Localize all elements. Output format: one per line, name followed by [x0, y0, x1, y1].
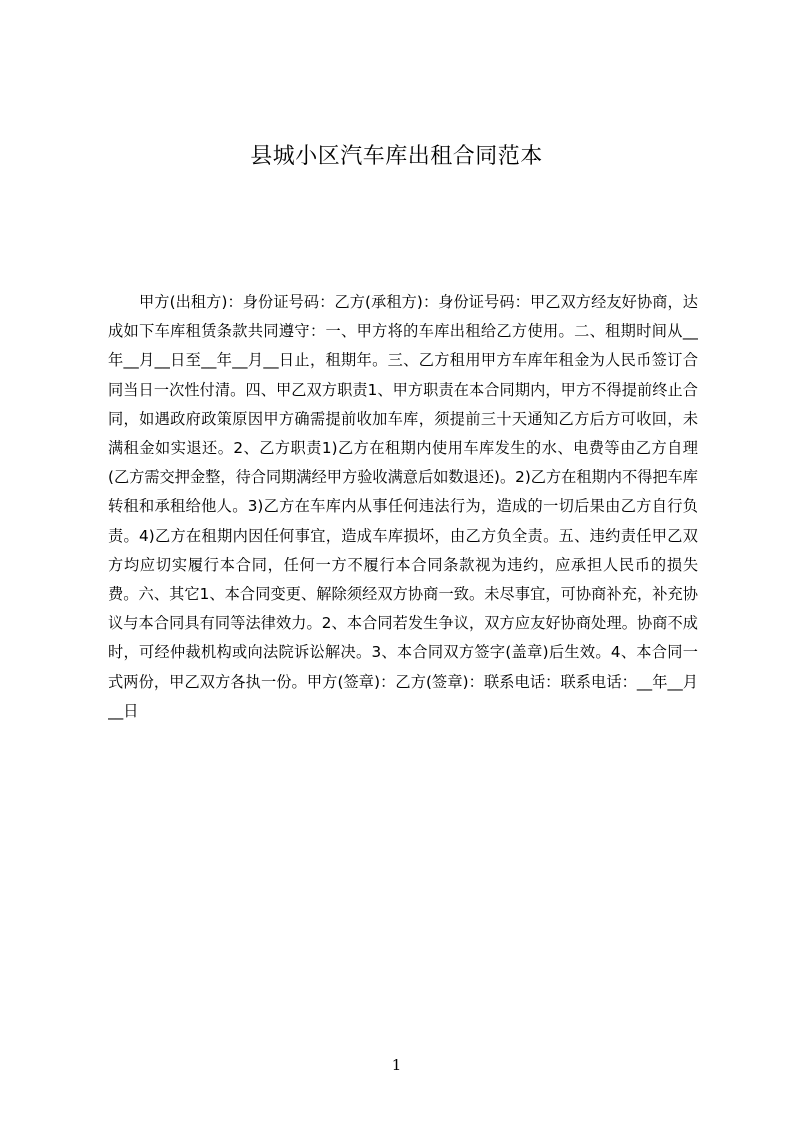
- document-title: 县城小区汽车库出租合同范本: [250, 144, 543, 169]
- page-number: 1: [391, 1056, 402, 1074]
- contract-body: 甲方(出租方)：身份证号码：乙方(承租方)：身份证号码：甲乙双方经友好协商，达成如下车库租赁条款共同遵守：一、甲方将的车库出租给乙方使用。二、租期时间从__年__月__日至__年__月__日止，租期年。三、乙方租用甲方车库年租金为人民币签订合同当日一次性付清。四、甲乙双方职责1、甲方职责在本合同期内，甲方不得提前终止合同，如遇政府政策原因甲方确需提前收加车库，须提前三十天通知乙方后方可收回，未满租金如实退还。2、乙方职责1)乙方在租期内使用车库发生的水、电费等由乙方自理(乙方需交押金整，待合同期满经甲方验收满意后如数退还)。2)乙方在租期内不得把车库转租和承租给他人。3)乙方在车库内从事任何违法行为，造成的一切后果由乙方自行负责。4)乙方在租期内因任何事宜，造成车库损坏，由乙方负全责。五、违约责任甲乙双方均应切实履行本合同，任何一方不履行本合同条款视为违约，应承担人民币的损失费。六、其它1、本合同变更、解除须经双方协商一致。未尽事宜，可协商补充，补充协议与本合同具有同等法律效力。2、本合同若发生争议，双方应友好协商处理。协商不成时，可经仲裁机构或向法院诉讼解决。3、本合同双方签字(盖章)后生效。4、本合同一式两份，甲乙双方各执一份。甲方(签章)：乙方(签章)：联系电话：联系电话：__年__月__日: [108, 293, 698, 720]
